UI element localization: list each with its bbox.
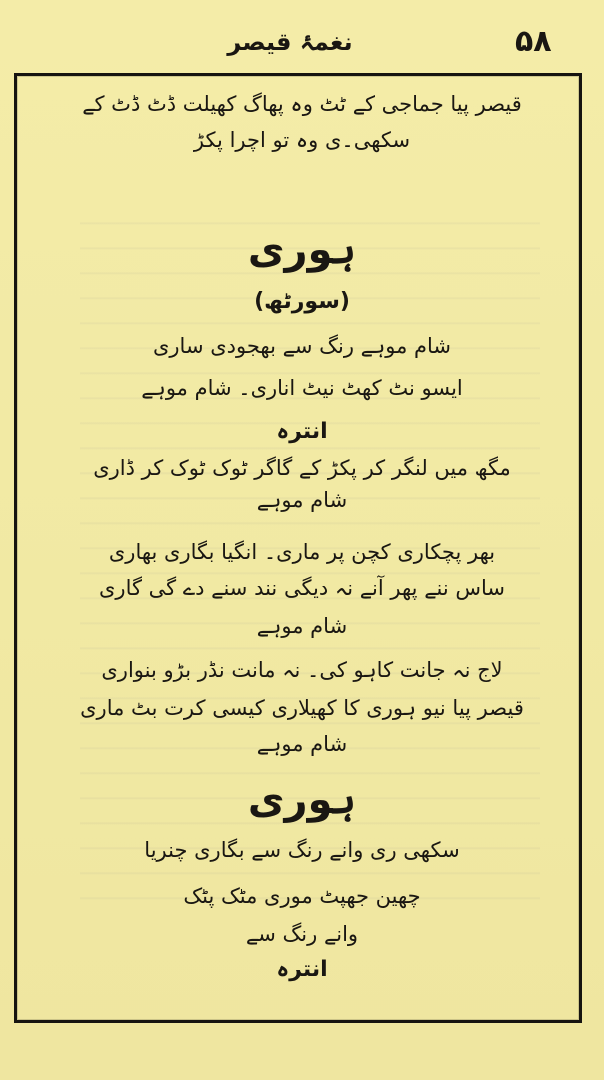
text-line: سکھی۔ی وہ تو اچرا پکڑ	[193, 128, 411, 152]
running-header	[0, 18, 604, 66]
refrain-line: شام موہے	[256, 488, 348, 512]
text-line: ایسو نٹ کھٹ نیٹ اناری۔ شام موہے	[141, 376, 463, 400]
section-heading: ہوری	[247, 777, 357, 823]
text-line: لاج نہ جانت کاہو کی۔ نہ مانت نڈر بڑو بنواری	[101, 658, 503, 682]
refrain-line: شام موہے	[256, 732, 348, 756]
antara-label: انترہ	[276, 957, 328, 982]
page-number: ۵۸	[515, 24, 552, 59]
text-line: قیصر پیا نیو ہوری کا کھیلاری کیسی کرت بٹ ماری	[80, 696, 524, 720]
section-heading: ہوری	[247, 227, 357, 273]
text-line: بھر پچکاری کچن پر ماری۔ انگیا بگاری بھاری	[108, 540, 496, 564]
refrain-line: شام موہے	[256, 614, 348, 638]
text-line: چھین جھپٹ موری مٹک پٹک	[183, 884, 421, 908]
raga-name: (سورٹھ)	[254, 289, 350, 314]
text-line: مگھ میں لنگر کر پکڑ کے گاگر ٹوک ٹوک کر ڈاری	[93, 456, 511, 480]
text-line: سکھی ری وانے رنگ سے بگاری چنریا	[144, 838, 460, 862]
text-line: قیصر پیا جماجی کے ٹٹ وہ پھاگ کھیلت ڈٹ ڈٹ کے	[82, 92, 522, 116]
header-title: نغمۂ قیصر	[227, 28, 353, 56]
antara-label: انترہ	[276, 419, 328, 444]
refrain-line: وانے رنگ سے	[245, 922, 359, 946]
text-line: ساس ننے پھر آنے نہ دیگی نند سنے دے گی گاری	[99, 576, 505, 600]
text-line: شام موہے رنگ سے بھجودی ساری	[152, 334, 452, 358]
